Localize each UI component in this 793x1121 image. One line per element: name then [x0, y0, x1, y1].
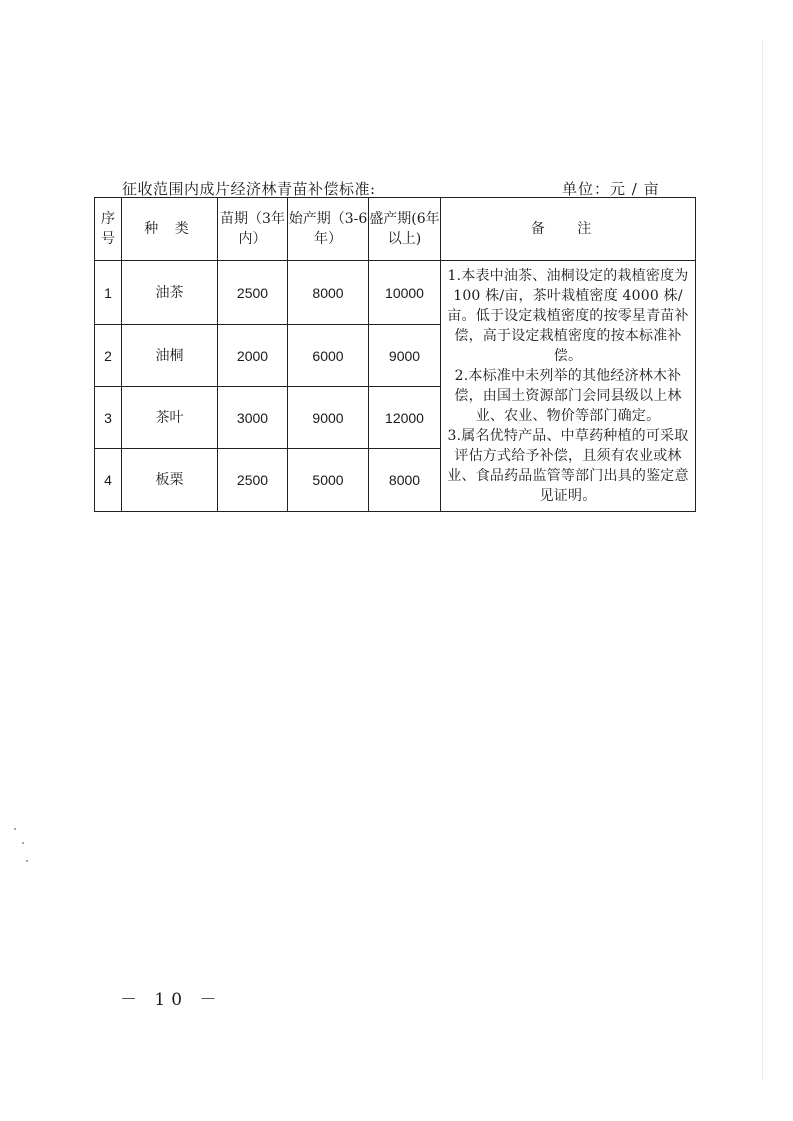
header-notes: 备 注	[441, 198, 696, 261]
page-number: － 10 －	[120, 990, 223, 1010]
table-caption: 征收范围内成片经济林青苗补偿标准:	[122, 180, 376, 198]
header-kind: 种 类	[122, 198, 218, 261]
cell-seedling: 2500	[218, 449, 288, 512]
header-peak: 盛产期(6年以上)	[369, 198, 441, 261]
cell-peak: 9000	[369, 325, 441, 387]
header-seedling: 苗期（3年内）	[218, 198, 288, 261]
cell-seq: 1	[95, 261, 122, 325]
cell-kind: 茶叶	[122, 387, 218, 449]
cell-kind: 油茶	[122, 261, 218, 325]
notes-cell	[441, 261, 696, 512]
scan-speck	[14, 828, 16, 830]
unit-label: 单位：元 / 亩	[562, 180, 660, 198]
cell-initial: 6000	[288, 325, 369, 387]
cell-initial: 5000	[288, 449, 369, 512]
cell-initial: 8000	[288, 261, 369, 325]
scan-speck	[22, 842, 24, 844]
cell-peak: 8000	[369, 449, 441, 512]
cell-kind: 板栗	[122, 449, 218, 512]
compensation-table	[94, 197, 696, 512]
cell-kind: 油桐	[122, 325, 218, 387]
scan-edge-line	[762, 40, 763, 1080]
cell-seq: 2	[95, 325, 122, 387]
scan-speck	[26, 860, 28, 862]
note-3: 3.属名优特产品、中草药种植的可采取评估方式给予补偿，且须有农业或林业、食品药品监管等部门出具的鉴定意见证明。	[447, 428, 689, 504]
cell-peak: 12000	[369, 387, 441, 449]
cell-seedling: 2000	[218, 325, 288, 387]
header-initial: 始产期（3-6年）	[288, 198, 369, 261]
cell-initial: 9000	[288, 387, 369, 449]
header-seq: 序号	[95, 198, 122, 261]
cell-seq: 4	[95, 449, 122, 512]
cell-peak: 10000	[369, 261, 441, 325]
note-1: 1.本表中油茶、油桐设定的栽植密度为 100 株/亩，茶叶栽植密度 4000 株/亩。低于设定栽植密度的按零星青苗补偿，高于设定栽植密度的按本标准补偿。	[447, 268, 689, 364]
note-2: 2.本标准中未列举的其他经济林木补偿，由国土资源部门会同县级以上林业、农业、物价等部门确定。	[454, 368, 682, 424]
table-row	[95, 261, 696, 325]
cell-seedling: 2500	[218, 261, 288, 325]
cell-seq: 3	[95, 387, 122, 449]
table-header-row	[95, 198, 696, 261]
cell-seedling: 3000	[218, 387, 288, 449]
